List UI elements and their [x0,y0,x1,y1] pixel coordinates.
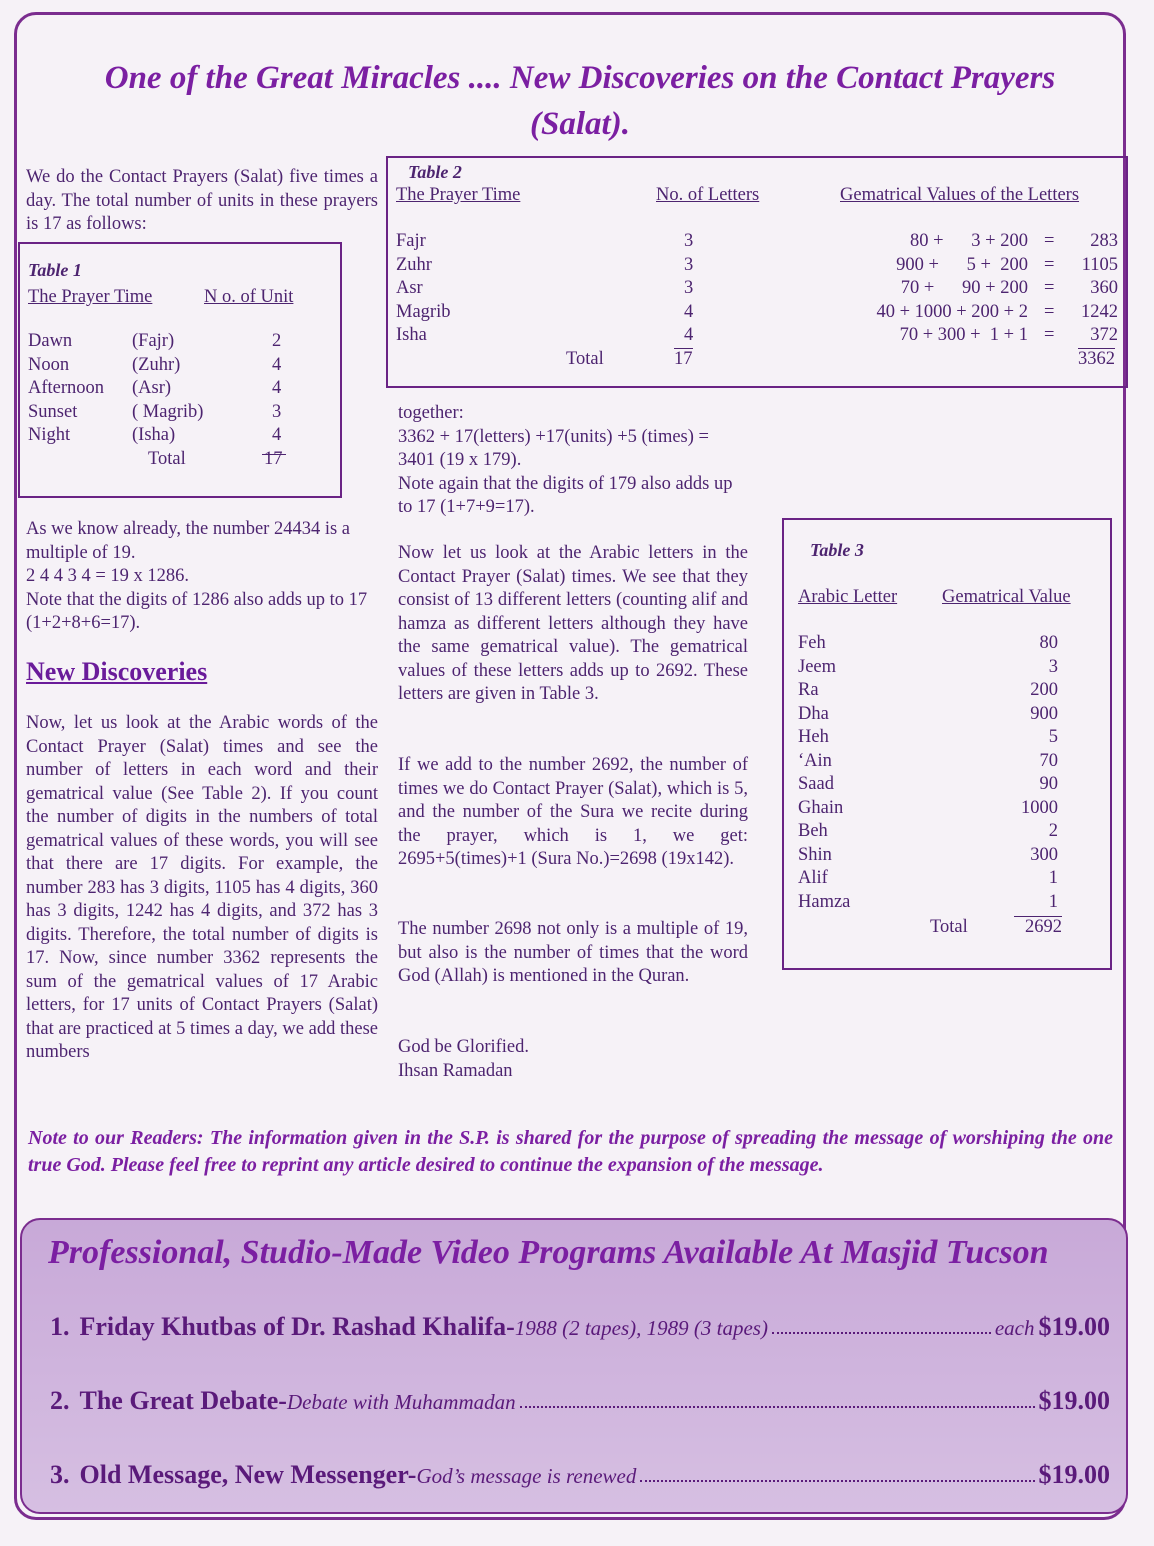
dot-leader [772,1332,991,1334]
table-3-value: 2 [1048,821,1058,841]
table-2-expression: 40 + 1000 + 200 + 2 [876,301,1028,322]
readers-note: Note to our Readers: The information given in the S.P. is shared for the purpose of spreading the message of worshiping the one true God. Please feel free to reprint any article desired to continue the expansion of the message. [28,1127,1113,1176]
video-program-price: $19.00 [1038,1386,1110,1415]
table-1 [18,242,342,498]
table-2-equals: = [1044,278,1055,298]
table-2-expression: 900 + 5 + 200 [896,254,1028,275]
table-1-time: Afternoon [28,378,105,398]
table-3-letter: Alif [798,868,828,888]
table-3-value: 70 [1039,750,1058,771]
left-paragraph-2: Now, let us look at the Arabic words of the Contact Prayer (Salat) times and see the number of letters in each word and their gematrical value (See Table 2). If you count the number of digits in the numbers of total gematrical values of these words, you will see that there are 17 digits. For example, the number 283 has 3 digits, 1105 has 4 digits, 360 has 3 digits, 1242 has 4 digits, and 372 has 3 digits. Therefore, the total number of digits is 17. Now, since number 3362 represents the sum of the gematrical values of 17 Arabic letters, for 17 units of Contact Prayers (Salat) that are practiced at 5 times a day, we add these numbers [26,713,378,1062]
video-programs-box [20,1218,1128,1514]
table-2-time: Asr [396,278,423,298]
table-1-units: 3 [272,401,282,422]
table-2-time: Magrib [396,301,451,322]
table-3-letter: Heh [798,727,829,747]
video-program-price: $19.00 [1038,1312,1110,1341]
closing-line: God be Glorified. [398,1037,530,1057]
table-2-expression: 70 + 90 + 200 [900,278,1028,298]
table-3-letter: ‘Ain [798,750,832,771]
table-3-letter: Beh [798,821,828,841]
table-2-header-values: Gematrical Values of the Letters [840,185,1080,205]
middle-paragraph-2: Now let us look at the Arabic letters in the Contact Prayer (Salat) times. We see that they consist of 13 different letters (counting alif and hamza as different letters although they have the same gematrical value). The gematrical values of these letters adds up to 2692. These letters are given in Table 3. [398,543,748,704]
table-3-letter: Jeem [798,656,837,677]
table-2-sum: 360 [1090,278,1118,298]
table-1-prayer: (Zuhr) [132,354,181,375]
middle-paragraph-1 [398,402,748,520]
middle-closing [398,1036,748,1083]
video-program-item [50,1386,1110,1416]
table-1-units: 4 [272,425,282,445]
table-1-time: Dawn [28,331,73,351]
table-3-letter: Hamza [798,891,851,912]
dot-leader [640,1480,1034,1482]
table-2-sum: 1105 [1081,254,1118,275]
intro-paragraph: We do the Contact Prayers (Salat) five times a day. The total number of units in these prayers is 17 as follows: [26,167,378,234]
table-2-total-sum: 3362 [1078,349,1115,369]
table-2-time: Zuhr [396,254,432,275]
table-3-value: 3 [1048,656,1058,677]
table-2-letters: 4 [684,325,694,345]
video-program-each: each [994,1316,1035,1340]
middle-paragraph-3: If we add to the number 2692, the number of times we do Contact Prayer (Salat), which is 5, and the number of the Sura we recite during the prayer, which is 1, we get: 2695+5(times)+1 (Sura No.)=2698 (19x142). [398,755,748,869]
table-3-caption: Table 3 [810,540,864,560]
table-2-header-time: The Prayer Time [396,185,521,205]
table-2-equals: = [1044,254,1055,275]
table-2-sum: 372 [1090,325,1118,345]
video-program-number: 3. [50,1460,70,1489]
table-1-units: 4 [272,354,282,375]
video-program-name: Old Message, New Messenger- [79,1460,417,1489]
table-1-units: 4 [272,378,282,398]
middle-paragraph-4: The number 2698 not only is a multiple of 19, but also is the number of times that the word God (Allah) is mentioned in the Quran. [398,919,748,986]
table-3-value: 1000 [1021,797,1058,818]
table-2-letters: 3 [684,231,694,251]
table-2-equals: = [1044,325,1055,345]
middle-paragraph-1a: together: [398,403,464,423]
table-3-value: 90 [1039,774,1058,794]
table-1-time: Noon [28,354,70,375]
table-3-value: 1 [1048,891,1058,912]
table-2-equals: = [1044,231,1055,251]
table-3-letter: Dha [798,703,829,724]
middle-paragraph-1c: Note again that the digits of 179 also adds up to 17 (1+7+9=17). [398,473,733,517]
table-3-value: 200 [1030,680,1058,700]
table-3-letter: Feh [798,633,826,653]
table-2-caption: Table 2 [408,162,462,182]
page-title [40,55,1120,147]
table-2-letters: 3 [684,278,694,298]
left-paragraph-1b: 2 4 4 3 4 = 19 x 1286. [26,566,190,586]
video-programs-title: Professional, Studio-Made Video Programs Available At Masjid Tucson [48,1234,1049,1271]
table-3-total: 2692 [1014,916,1062,937]
table-3 [782,518,1112,970]
table-1-total: 17 [264,449,283,469]
video-program-description: 1988 (2 tapes), 1989 (3 tapes) [514,1316,768,1340]
table-3-letter: Saad [798,774,834,794]
table-2-equals: = [1044,301,1055,322]
author-name: Ihsan Ramadan [398,1060,513,1081]
table-2-letters: 4 [684,301,694,322]
table-2-sum: 283 [1090,231,1118,251]
table-3-letter: Ra [798,680,819,700]
table-3-letter: Ghain [798,797,844,818]
video-program-number: 1. [50,1312,70,1341]
table-3-value: 300 [1030,844,1058,865]
table-2-letters: 3 [684,254,694,275]
table-2-sum: 1242 [1081,301,1118,322]
table-1-units: 2 [272,331,282,351]
table-2-expression: 70 + 300 + 1 + 1 [899,325,1028,345]
table-2-total-label: Total [566,349,604,369]
left-paragraph-1c: Note that the digits of 1286 also adds up to 17 (1+2+8+6=17). [26,589,368,633]
table-2-expression: 80 + 3 + 200 [910,231,1028,251]
left-paragraph-1a: As we know already, the number 24434 is a multiple of 19. [26,519,351,563]
table-2-header-letters: No. of Letters [656,185,760,205]
table-1-header-time: The Prayer Time [28,287,153,307]
table-3-value: 80 [1039,633,1058,653]
video-program-description: God’s message is renewed [416,1464,637,1488]
new-discoveries-heading: New Discoveries [26,657,208,686]
table-1-caption: Table 1 [28,260,82,280]
middle-paragraph-1b: 3362 + 17(letters) +17(units) +5 (times) = 3401 (19 x 179). [398,426,709,470]
video-program-name: The Great Debate- [79,1386,287,1415]
dot-leader [520,1406,1035,1408]
table-3-header-value: Gematrical Value [942,587,1071,607]
table-2-time: Fajr [396,231,426,251]
table-1-prayer: ( Magrib) [132,401,204,422]
table-3-total-label: Total [930,917,968,937]
table-3-value: 1 [1048,868,1058,888]
table-1-time: Sunset [28,401,78,422]
table-1-total-label: Total [148,449,186,469]
table-1-prayer: (Fajr) [132,331,175,351]
table-1-time: Night [28,425,71,445]
table-3-header-letter: Arabic Letter [798,587,898,607]
table-1-prayer: (Isha) [132,425,176,445]
video-program-item [50,1312,1110,1342]
table-1-header-units: N o. of Unit [204,287,294,307]
video-program-item [50,1460,1110,1490]
video-program-number: 2. [50,1386,70,1415]
video-program-description: Debate with Muhammadan [286,1390,516,1414]
video-program-name: Friday Khutbas of Dr. Rashad Khalifa- [79,1312,515,1341]
title-line-2: (Salat). [530,106,630,142]
table-2 [386,156,1128,388]
table-1-prayer: (Asr) [132,378,172,398]
left-paragraph-1 [26,518,382,636]
video-program-price: $19.00 [1038,1460,1110,1489]
title-line-1: One of the Great Miracles .... New Discoveries on the Contact Prayers [104,60,1056,96]
table-3-value: 900 [1030,703,1058,724]
table-2-total-letters: 17 [674,349,693,369]
table-2-time: Isha [396,325,427,345]
table-3-value: 5 [1048,727,1058,747]
table-3-letter: Shin [798,844,832,865]
